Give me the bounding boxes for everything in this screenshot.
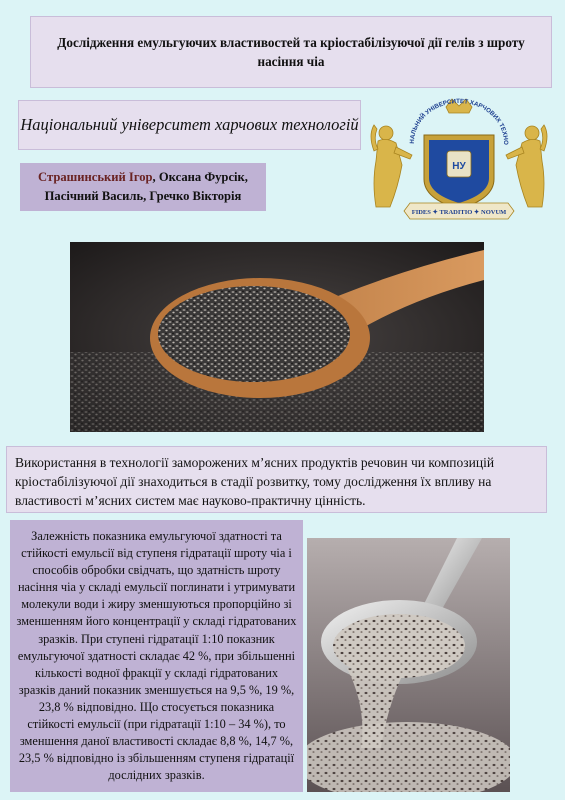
emblem-ribbon bbox=[404, 203, 514, 219]
chia-gel-in-spoon bbox=[333, 614, 465, 678]
authors-rest-line1: , Оксана Фурсік, bbox=[152, 170, 248, 184]
chia-seeds-spoon-photo bbox=[70, 242, 484, 432]
authors-block bbox=[20, 163, 266, 211]
author-first: Страшинський Ігор bbox=[38, 170, 153, 184]
authors-line2: Пасічний Василь, Гречко Вікторія bbox=[44, 189, 242, 203]
emblem-arc-text: НАЛЬНИЙ УНІВЕРСИТЕТ ХАРЧОВИХ ТЕХНО bbox=[408, 97, 510, 145]
emblem-motto: FIDES ✦ TRADITIO ✦ NOVUM bbox=[411, 209, 507, 216]
poster-title: Дослідження емульгуючих властивостей та кріостабілізуючої дії гелів з шроту насіння чіа bbox=[30, 16, 552, 88]
emblem-right-figure bbox=[506, 125, 547, 207]
university-name: Національний університет харчових технологій bbox=[18, 100, 361, 150]
emblem-shield bbox=[424, 135, 494, 209]
results-text: Залежність показника емульгуючої здатності та стійкості емульсії від ступеня гідратації шроту чіа і способів обробки свідчать, що здатність шроту насіння чіа у складі емульсії поглинати і утримувати молекули води і жиру зменшуються пропорційно зі зменшенням його концентрації у складі гідратованих зразків. При ступені гідратації 1:10 показник емульгуючої здатності складає 42 %, при збільшенні кількості водної фракції у складі гідратованих зразків даний показник зменшується на 9,5 %, 19 %, 23,8 % відповідно. Що стосується показника стійкості емульсії (при гідратації 1:10 – 34 %), то зменшення даної властивості складає 8,8 %, 14,7 %, 23,5 % відповідно із збільшенням ступеня гідратації дослідних зразків. bbox=[10, 520, 303, 792]
emblem-monogram: НУ bbox=[452, 161, 466, 172]
chia-seeds-pile bbox=[158, 286, 350, 382]
intro-text: Використання в технології заморожених м’ясних продуктів речовин чи композицій кріостабілізуючої дії знаходиться в стадії розвитку, тому дослідження їх впливу на властивості м’ясних систем має науково-практичну цінність. bbox=[6, 446, 547, 513]
university-emblem bbox=[368, 95, 550, 223]
chia-gel-spoon-photo bbox=[307, 538, 510, 792]
emblem-left-figure bbox=[371, 125, 412, 207]
chia-gel-bowl bbox=[307, 722, 510, 792]
